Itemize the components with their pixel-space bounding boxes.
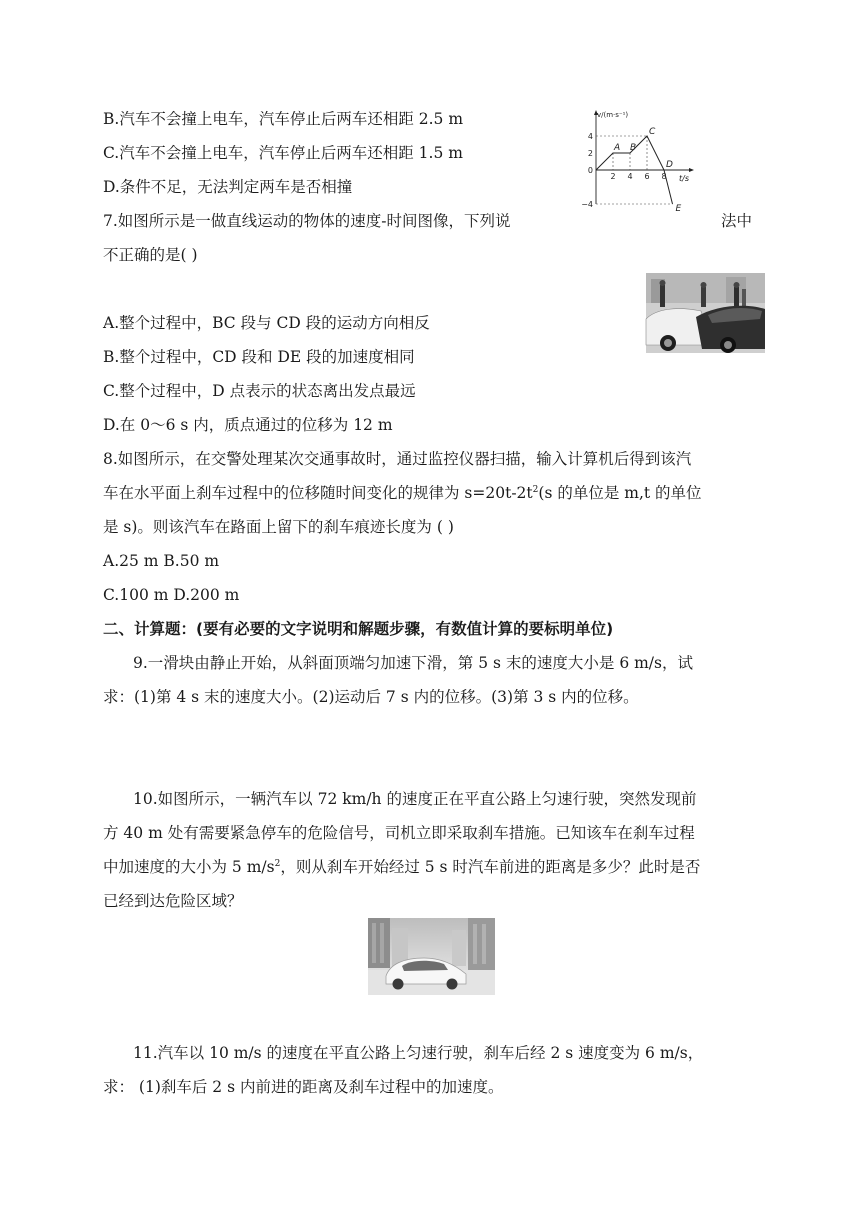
q9-line2: 求：(1)第 4 s 末的速度大小。(2)运动后 7 s 内的位移。(3)第 3 s 内的位移。 [103, 688, 639, 706]
velocity-time-graph [575, 108, 705, 214]
q11-line2: 求： (1)刹车后 2 s 内前进的距离及刹车过程中的加速度。 [103, 1078, 504, 1096]
q7-option-d: D.在 0～6 s 内，质点通过的位移为 12 m [103, 416, 393, 434]
point-label-a: A [614, 143, 621, 153]
car-photo [368, 918, 495, 995]
q6-option-d: D.条件不足，无法判定两车是否相撞 [103, 178, 353, 196]
q11-line1: 11.汽车以 10 m/s 的速度在平直公路上匀速行驶，刹车后经 2 s 速度变为 6 m/s， [133, 1044, 704, 1062]
point-label-d: D [666, 160, 673, 170]
q7-option-b: B.整个过程中，CD 段和 DE 段的加速度相同 [103, 348, 415, 366]
q8-options-ab: A.25 m B.50 m [103, 552, 220, 570]
point-label-c: C [649, 127, 656, 137]
q10-line2: 方 40 m 处有需要紧急停车的危险信号，司机立即采取刹车措施。已知该车在刹车过程 [103, 824, 695, 842]
y-tick-label: 2 [587, 149, 593, 158]
q7-stem-line1: 7.如图所示是一做直线运动的物体的速度-时间图像，下列说 [103, 212, 511, 230]
graph-svg [575, 108, 705, 214]
x-tick-label: 2 [610, 172, 616, 181]
x-axis-arrow [689, 168, 694, 172]
y-axis-label: v/(m·s⁻¹) [597, 111, 629, 119]
q6-option-c: C.汽车不会撞上电车，汽车停止后两车还相距 1.5 m [103, 144, 463, 162]
q6-option-b: B.汽车不会撞上电车，汽车停止后两车还相距 2.5 m [103, 110, 464, 128]
q10-line3: 中加速度的大小为 5 $m/s^2$，则从刹车开始经过 5 s 时汽车前进的距离是多少？此时是否 [103, 858, 701, 876]
point-label-e: E [675, 204, 682, 214]
x-tick-label: 6 [644, 172, 650, 181]
q7-option-a: A.整个过程中，BC 段与 CD 段的运动方向相反 [103, 314, 430, 332]
x-axis-label: t/s [679, 174, 689, 183]
y-tick-label: −4 [581, 200, 593, 209]
q8-stem-line1: 8.如图所示，在交警处理某次交通事故时，通过监控仪器扫描，输入计算机后得到该汽 [103, 450, 692, 468]
point-label-b: B [630, 143, 637, 153]
q10-line1: 10.如图所示，一辆汽车以 72 km/h 的速度正在平直公路上匀速行驶，突然发现前 [133, 790, 697, 808]
q8-stem-line3: 是 s)。则该汽车在路面上留下的刹车痕迹长度为 ( ) [103, 518, 454, 536]
q9-line1: 9.一滑块由静止开始，从斜面顶端匀加速下滑，第 5 s 末的速度大小是 6 m/s，试 [133, 654, 693, 672]
y-tick-label: 0 [587, 166, 593, 175]
q8-options-cd: C.100 m D.200 m [103, 586, 240, 604]
x-tick-label: 8 [661, 172, 667, 181]
q10-line4: 已经到达危险区域？ [103, 892, 243, 910]
q7-stem-line1-end: 法中 [721, 212, 753, 230]
accident-photo [646, 273, 765, 353]
q8-stem-line2: 车在水平面上刹车过程中的位移随时间变化的规律为 $s=20t-2t^2(s$ 的单位是 m,t 的单位 [103, 484, 702, 502]
section-heading: 二、计算题：(要有必要的文字说明和解题步骤，有数值计算的要标明单位) [103, 620, 614, 638]
q7-option-c: C.整个过程中，D 点表示的状态离出发点最远 [103, 382, 416, 400]
y-tick-label: 4 [587, 132, 593, 141]
x-tick-label: 4 [627, 172, 633, 181]
q7-stem-line2: 不正确的是( ) [103, 246, 198, 264]
